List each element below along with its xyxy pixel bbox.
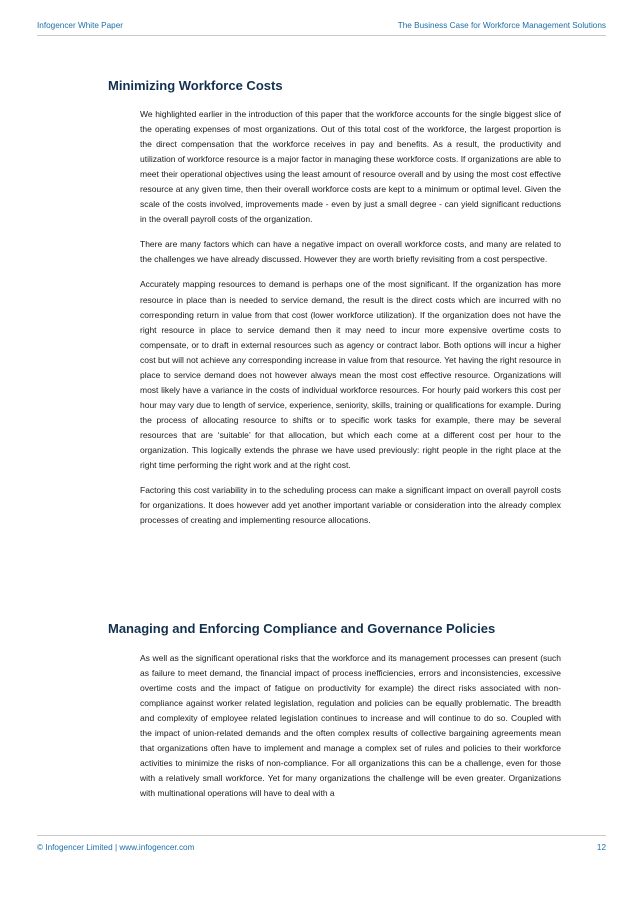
section-heading-compliance-governance: Managing and Enforcing Compliance and Governance Policies — [108, 621, 496, 636]
section-heading-workforce-costs: Minimizing Workforce Costs — [108, 78, 283, 93]
page-number: 12 — [596, 843, 606, 852]
section-body-compliance-governance — [140, 651, 561, 811]
header-publication-title: Infogencer White Paper — [37, 21, 124, 30]
footer-divider — [37, 835, 606, 836]
header-document-title: The Business Case for Workforce Management Solutions — [397, 21, 606, 30]
paragraph: Accurately mapping resources to demand is perhaps one of the most significant. If the organization has more resource in place than is needed to service demand, the result is the direct costs which are incurred with no corresponding return in value from that cost (lower workforce utilization). If the organization does not have the right resource in place to service demand then it may need to incur more expensive overtime costs to compensate, or to draft in external resources such as agency or contract labor. Both options will incur a higher cost but will not achieve any corresponding increase in value from that resource. Yet having the right resource in place to service demand does not however always mean the most cost effective resource. Organizations will most likely have a variance in the costs of individual workforce resources. For hourly paid workers this cost per hour may vary due to length of service, experience, seniority, skills, training or qualifications for example. During the process of allocating resource to shifts or to specific work tasks for example, there may be several resources that are ‘suitable’ for that allocation, but which each come at a different cost per hour to the organization. This logically extends the phrase we have used previously: right people in the right place at the right time performing the right work and at the right cost. — [140, 279, 561, 471]
paragraph: Factoring this cost variability in to the scheduling process can make a significant impact on overall payroll costs for organizations. It does however add yet another important variable or consideration into the already complex processes of creating and implementing resource allocations. — [140, 485, 561, 526]
footer-copyright: © Infogencer Limited | www.infogencer.com — [37, 843, 195, 852]
header-divider — [37, 35, 606, 36]
paragraph: There are many factors which can have a negative impact on overall workforce costs, and many are related to the challenges we have already discussed. However they are worth briefly revisiting from a cost perspective. — [140, 239, 561, 265]
paragraph: As well as the significant operational risks that the workforce and its management processes can present (such as failure to meet demand, the financial impact of process inefficiencies, errors and inconsistencies, excessive overtime costs and the impact of fatigue on productivity for example) the direct risks associated with non-compliance against worker related legislation, regulation and policies can be equally problematic. The breadth and complexity of employee related legislation continues to increase and will continue to do so. Coupled with the impact of union-related demands and the often complex results of collective bargaining agreements mean that organizations often have to implement and manage a complex set of rules and policies to their workforce activities to minimize the risks of non-compliance. For all organizations this can be a challenge, even for those with a relatively small workforce. Yet for many organizations the challenge will be even greater. Organizations with multinational operations will have to deal with a — [140, 653, 561, 799]
section-body-workforce-costs — [140, 107, 561, 538]
paragraph: We highlighted earlier in the introduction of this paper that the workforce accounts for the single biggest slice of the operating expenses of most organizations. Out of this total cost of the workforce, the largest proportion is the direct compensation that the workforce receives in pay and benefits. As a result, the productivity and utilization of workforce resource is a major factor in managing these workforce costs. If organizations are able to meet their operational objectives using the least amount of resource overall and by using the most cost effective resource at any given time, then their overall workforce costs are kept to a minimum or optimal level. Given the scale of the costs involved, improvements made - even by just a small degree - can yield significant reductions in the overall payroll costs of the organization. — [140, 109, 561, 225]
